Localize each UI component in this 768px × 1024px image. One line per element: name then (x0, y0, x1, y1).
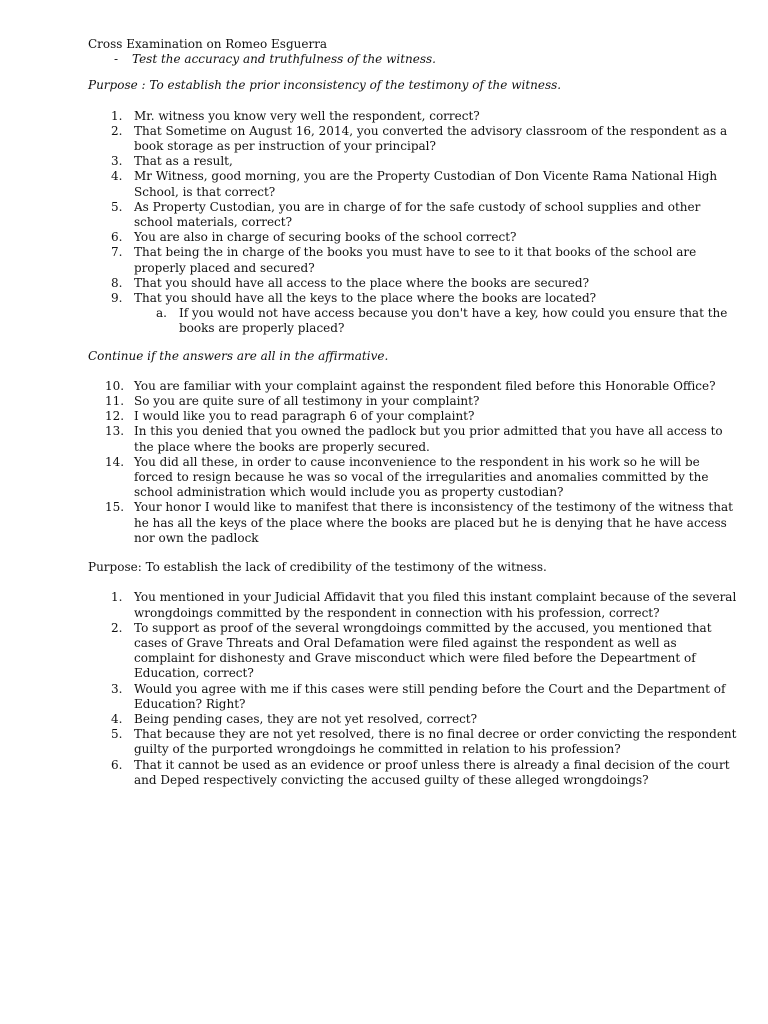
list-item (88, 409, 738, 424)
list-item (88, 154, 738, 169)
document-title: Cross Examination on Romeo Esguerra (88, 37, 328, 51)
item-text: You are familiar with your complaint against the respondent filed before this Honorable Office? (134, 378, 716, 393)
list-item (88, 169, 738, 199)
subtitle-row (88, 52, 738, 67)
item-text: That because they are not yet resolved, there is no final decree or order convicting the respondent guilty of the purported wrongdoings he committed in relation to his profession? (134, 727, 737, 757)
item-text: Mr. witness you know very well the respondent, correct? (134, 108, 480, 123)
item-number: 4. (111, 711, 123, 726)
list-item (88, 682, 738, 712)
sub-list-item (134, 306, 738, 336)
item-text: You mentioned in your Judicial Affidavit that you filed this instant complaint because of the several wrongdoings committed by the respondent in connection with his profession, correct? (134, 590, 737, 620)
item-text: As Property Custodian, you are in charge of for the safe custody of school supplies and other school materials, correct? (134, 199, 701, 230)
item-number: 2. (111, 620, 123, 635)
item-number: 15. (105, 500, 125, 515)
item-number: 14. (105, 454, 125, 469)
item-text: That Sometime on August 16, 2014, you converted the advisory classroom of the respondent as a book storage as per instruction of your principal? (134, 123, 728, 154)
question-list-1 (88, 109, 738, 307)
item-number: 1. (111, 590, 123, 605)
item-text: That you should have all the keys to the place where the books are located? (134, 291, 597, 306)
item-number: 7. (111, 245, 123, 260)
item-text: You are also in charge of securing books of the school correct? (134, 230, 517, 245)
list-item (88, 712, 738, 727)
question-list-3 (88, 590, 738, 788)
list-item (88, 394, 738, 409)
subtitle-dash: - (114, 52, 119, 67)
list-item (88, 291, 738, 306)
sub-item-text: If you would not have access because you don't have a key, how could you ensure that the books are properly placed? (179, 306, 728, 336)
list-item (88, 109, 738, 124)
item-number: 3. (111, 154, 123, 169)
item-number: 10. (105, 378, 125, 393)
item-number: 11. (105, 394, 125, 409)
list-item (88, 590, 738, 620)
item-number: 4. (111, 169, 123, 184)
item-number: 12. (105, 409, 125, 424)
item-text: Would you agree with me if this cases were still pending before the Court and the Department of Education? Right? (134, 681, 726, 711)
list-item (88, 379, 738, 394)
item-text: That as a result, (134, 154, 233, 169)
list-item (88, 245, 738, 275)
item-text: So you are quite sure of all testimony in your complaint? (134, 394, 480, 409)
item-number: 5. (111, 727, 123, 742)
item-number: 6. (111, 230, 123, 245)
item-text: That it cannot be used as an evidence or proof unless there is already a final decision of the court and Deped respectively convicting the accused guilty of these alleged wrongdoings? (134, 757, 730, 787)
list-item (88, 424, 738, 454)
list-item (88, 455, 738, 501)
list-item (88, 758, 738, 788)
list-item (88, 230, 738, 245)
item-number: 5. (111, 199, 123, 214)
purpose-heading-2: Purpose: To establish the lack of credibility of the testimony of the witness. (88, 560, 547, 575)
item-text: I would like you to read paragraph 6 of your complaint? (134, 409, 475, 424)
list-item (88, 621, 738, 682)
item-number: 1. (111, 108, 123, 123)
list-item (88, 200, 738, 230)
purpose-heading-1: Purpose : To establish the prior inconsistency of the testimony of the witness. (88, 78, 562, 93)
item-text: Your honor I would like to manifest that there is inconsistency of the testimony of the witness that he has all the keys of the place where the books are placed but he is denying that he have access nor own the padlock (134, 500, 733, 545)
item-text: You did all these, in order to cause inconvenience to the respondent in his work so he will be forced to resign because he was so vocal of the irregularities and anomalies committed by the school administration which would include you as property custodian? (134, 454, 709, 500)
item-number: 6. (111, 757, 123, 772)
continue-note: Continue if the answers are all in the affirmative. (88, 348, 389, 363)
list-item (88, 124, 738, 154)
item-text: Mr Witness, good morning, you are the Property Custodian of Don Vicente Rama National High School, is that correct? (134, 169, 718, 199)
item-text: That being the in charge of the books you must have to see to it that books of the school are properly placed and secured? (134, 245, 697, 275)
item-text: Being pending cases, they are not yet resolved, correct? (134, 711, 478, 726)
sub-item-letter: a. (156, 306, 167, 321)
item-number: 2. (111, 123, 123, 138)
item-text: To support as proof of the several wrongdoings committed by the accused, you mentioned that cases of Grave Threats and Oral Defamation were filed against the respondent as well as complaint for dishonesty and Grave misconduct which were filed before the Depeartment of Education, correct? (134, 620, 712, 681)
list-item (88, 276, 738, 291)
item-number: 13. (105, 424, 125, 439)
list-item (88, 500, 738, 546)
item-number: 3. (111, 681, 123, 696)
item-number: 9. (111, 291, 123, 306)
item-text: In this you denied that you owned the padlock but you prior admitted that you have all access to the place where the books are properly secured. (134, 424, 723, 454)
question-list-2 (88, 379, 738, 546)
item-text: That you should have all access to the place where the books are secured? (134, 275, 589, 290)
subtitle-text: Test the accuracy and truthfulness of the witness. (132, 52, 436, 67)
list-item (88, 727, 738, 757)
item-number: 8. (111, 275, 123, 290)
